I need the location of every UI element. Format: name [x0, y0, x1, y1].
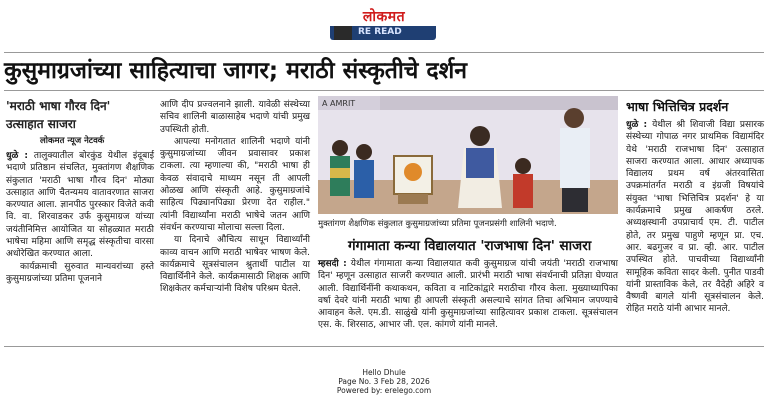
article3-heading: भाषा भित्तिचित्र प्रदर्शन — [626, 99, 729, 114]
top-banner-text: RE READ — [358, 27, 402, 37]
article3-body — [626, 119, 764, 316]
photo-banner-text: A AMRIT — [322, 99, 356, 108]
event-photo-illustration — [318, 96, 618, 214]
article2-body — [318, 258, 618, 332]
article1-paragraph: कार्यक्रमाची सुरुवात मान्यवरांच्या हस्ते कुसुमाग्रजांच्या प्रतिमा पूजनाने — [6, 261, 154, 284]
article3-dateline: धुळे : — [626, 120, 648, 130]
divider — [4, 52, 764, 53]
footer-line: Page No. 3 Feb 28, 2026 — [338, 377, 430, 386]
article1-subhead-1: 'मराठी भाषा गौरव दिन' — [6, 99, 111, 113]
footer-line: Hello Dhule — [362, 368, 406, 377]
article3-paragraph: येथील श्री शिवाजी विद्या प्रसारक संस्थेच्या गोपाळ नगर प्राथमिक विद्यामंदिर येथे 'मराठी राजभाषा दिन' उत्साहात साजरा करण्यात आला. आधार अध्यापक विद्यालय प्रथम वर्ष अंतरवासिता उपक्रमांतर्गत मराठी व इंग्रजी विषयांचे संयुक्त 'भाषा भित्तिचित्र प्रदर्शन' हे या कार्यक्रमाचे प्रमुख आकर्षण ठरले. अध्यक्षस्थानी उपप्राचार्य एम. टी. पाटील होते, तर प्रमुख पाहुणे म्हणून प्रा. एच. आर. बढगुजर व प्रा. व्ही. आर. पाटील उपस्थित होते. पाचवीच्या विद्यार्थ्यांनी सामूहिक कविता सादर केली. पुनीत पाडवी यांनी प्रास्ताविक केले, तर वैदेही अहिरे व वैष्णवी बागले यांनी सूत्रसंचालन केले. रोहित मराठे यांनी आभार मानले. — [626, 120, 765, 315]
footer-line: Powered by: erelego.com — [336, 386, 432, 395]
article1-dateline: धुळे : — [6, 151, 29, 161]
article1-paragraph: तालुक्यातील बोरकुंड येथील इंदूबाई भदाणे प्रतिष्ठान संचलित, मुक्तांगण शैक्षणिक संकुलात 'मराठी भाषा गौरव दिन' मोठ्या उत्साहात आणि चैतन्यमय वातावरणात साजरा करण्यात आला. ज्ञानपीठ पुरस्कार विजेते कवी वि. वा. शिरवाडकर उर्फ कुसुमाग्रज यांच्या जयंतीनिमित्त आयोजित या सोहळ्यात मराठी भाषेचा महिमा आणि समृद्ध संस्कृतीचा वारसा अधोरेखित करण्यात आला. — [6, 151, 154, 260]
masthead — [0, 6, 768, 26]
article2-dateline: म्हसदी : — [318, 259, 347, 269]
masthead-logo: लोकमत — [362, 9, 406, 25]
event-photo — [318, 96, 618, 214]
top-clipped-banner — [330, 26, 436, 40]
divider — [4, 346, 764, 347]
article1-paragraph: आणि दीप प्रज्वलनाने झाली. यावेळी संस्थेच्या सचिव शालिनी बाळासाहेब भदाणे यांची प्रमुख उपस्थिती होती. — [160, 100, 310, 135]
article2-paragraph: येथील गंगामाता कन्या विद्यालयात कवी कुसुमाग्रज यांची जयंती 'मराठी राजभाषा दिन' म्हणून उत्साहात साजरी करण्यात आली. प्रारंभी मराठी भाषा संवर्धनाची प्रतिज्ञा घेण्यात आली. विद्यार्थिनींनी कथाकथन, कविता व नाटिकांद्वारे मराठीचा गौरव केला. मुख्याध्यापिका वर्षा देवरे यांनी मराठी भाषा ही आपली संस्कृती असल्याचे सांगत तिचा अभिमान जपण्याचे आवाहन केले. एम.डी. साळुंखे यांनी कुसुमाग्रजांच्या साहित्यावर प्रकाश टाकला. सूत्रसंचालन एस. के. शिरसाठ, आभार जी. एल. कांगणे यांनी मानले. — [318, 259, 618, 331]
article1-subhead-2: उत्साहात साजरा — [6, 117, 76, 131]
headline: कुसुमाग्रजांच्या साहित्याचा जागर; मराठी संस्कृतीचे दर्शन — [4, 58, 468, 84]
article1-byline: लोकमत न्यूज नेटवर्क — [40, 136, 105, 146]
article2-heading: गंगामाता कन्या विद्यालयात 'राजभाषा दिन' साजरा — [348, 238, 592, 254]
article1-paragraph: आपल्या मनोगतात शालिनी भदाणे यांनी कुसुमाग्रजांच्या जीवन प्रवासावर प्रकाश टाकला. त्या म्हणाल्या की, "मराठी भाषा ही केवळ संवादाचे माध्यम नसून ती आपली ओळख आणि संस्कृती आहे. कुसुमाग्रजांचे साहित्य पिढ्यानपिढ्या प्रेरणा देत राहील." त्यांनी विद्यार्थ्यांना मराठी भाषेचे जतन आणि संवर्धन करण्याचा मोलाचा सल्ला दिला. — [160, 136, 310, 233]
article1-column-1 — [6, 150, 154, 285]
article1-paragraph: या दिनाचे औचित्य साधून विद्यार्थ्यांनी काव्य वाचन आणि मराठी भाषेवर भाषण केले. कार्यक्रमाचे सूत्रसंचालन श्रुतार्थी पाटील या विद्यार्थिनीने केले. कार्यक्रमासाठी शिक्षक आणि शिक्षकेतर कर्मचाऱ्यांनी विशेष परिश्रम घेतले. — [160, 235, 310, 295]
article1-column-2 — [160, 99, 310, 296]
photo-caption: मुक्तांगण शैक्षणिक संकुलात कुसुमाग्रजांच्या प्रतिमा पूजनप्रसंगी शालिनी भदाणे. — [318, 219, 557, 229]
divider — [4, 90, 764, 91]
